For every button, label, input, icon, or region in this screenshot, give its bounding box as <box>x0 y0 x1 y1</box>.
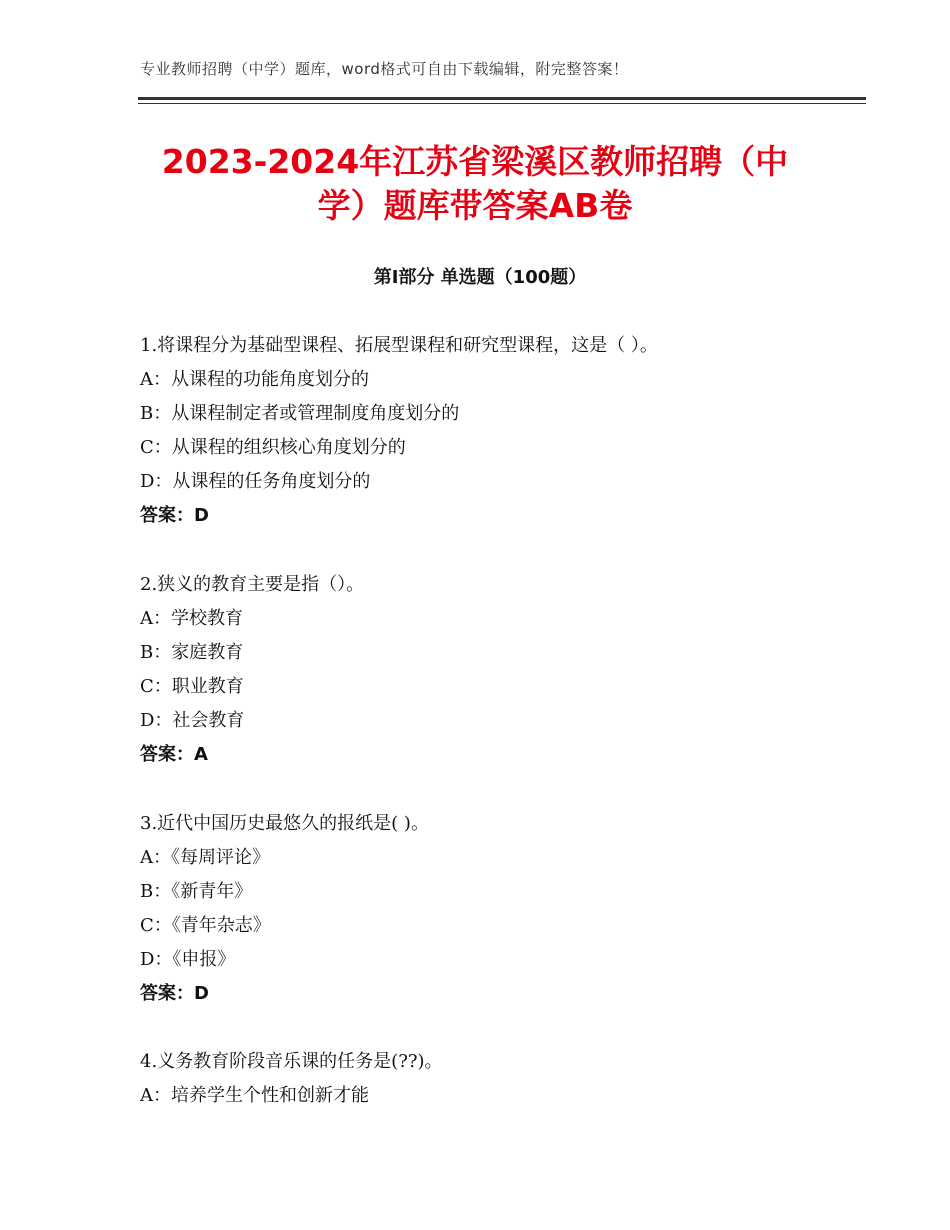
question-stem: 1.将课程分为基础型课程、拓展型课程和研究型课程，这是（ ）。 <box>140 335 658 356</box>
page-header: 专业教师招聘（中学）题库，word格式可自由下载编辑，附完整答案！ <box>140 60 629 78</box>
option-a: A：培养学生个性和创新才能 <box>140 1085 369 1106</box>
question-stem: 3.近代中国历史最悠久的报纸是( )。 <box>140 813 429 834</box>
part-heading: 第Ⅰ部分 单选题（100题） <box>373 267 587 288</box>
question-stem: 2.狭义的教育主要是指（）。 <box>140 574 365 595</box>
option-a: A：从课程的功能角度划分的 <box>140 369 369 390</box>
option-b: B：家庭教育 <box>140 642 244 663</box>
option-d: D：《申报》 <box>140 949 236 970</box>
answer: 答案：A <box>140 744 208 765</box>
option-a: A：《每周评论》 <box>140 847 270 868</box>
question-2 <box>140 568 840 772</box>
answer: 答案：D <box>140 505 209 526</box>
question-1 <box>140 329 840 533</box>
title-line-1: 2023-2024年江苏省梁溪区教师招聘（中 <box>161 142 789 181</box>
question-4 <box>140 1045 840 1113</box>
option-c: C：职业教育 <box>140 676 244 697</box>
option-b: B：《新青年》 <box>140 881 253 902</box>
question-stem: 4.义务教育阶段音乐课的任务是(??)。 <box>140 1051 443 1072</box>
answer: 答案：D <box>140 983 209 1004</box>
option-c: C：《青年杂志》 <box>140 915 271 936</box>
document-title <box>150 140 800 228</box>
option-c: C：从课程的组织核心角度划分的 <box>140 437 406 458</box>
question-3 <box>140 807 840 1011</box>
option-d: D：社会教育 <box>140 710 245 731</box>
title-line-2: 学）题库带答案AB卷 <box>317 186 633 225</box>
option-b: B：从课程制定者或管理制度角度划分的 <box>140 403 460 424</box>
option-a: A：学校教育 <box>140 608 243 629</box>
header-rule-thin <box>138 103 866 104</box>
option-d: D：从课程的任务角度划分的 <box>140 471 371 492</box>
header-rule-thick <box>138 97 866 100</box>
